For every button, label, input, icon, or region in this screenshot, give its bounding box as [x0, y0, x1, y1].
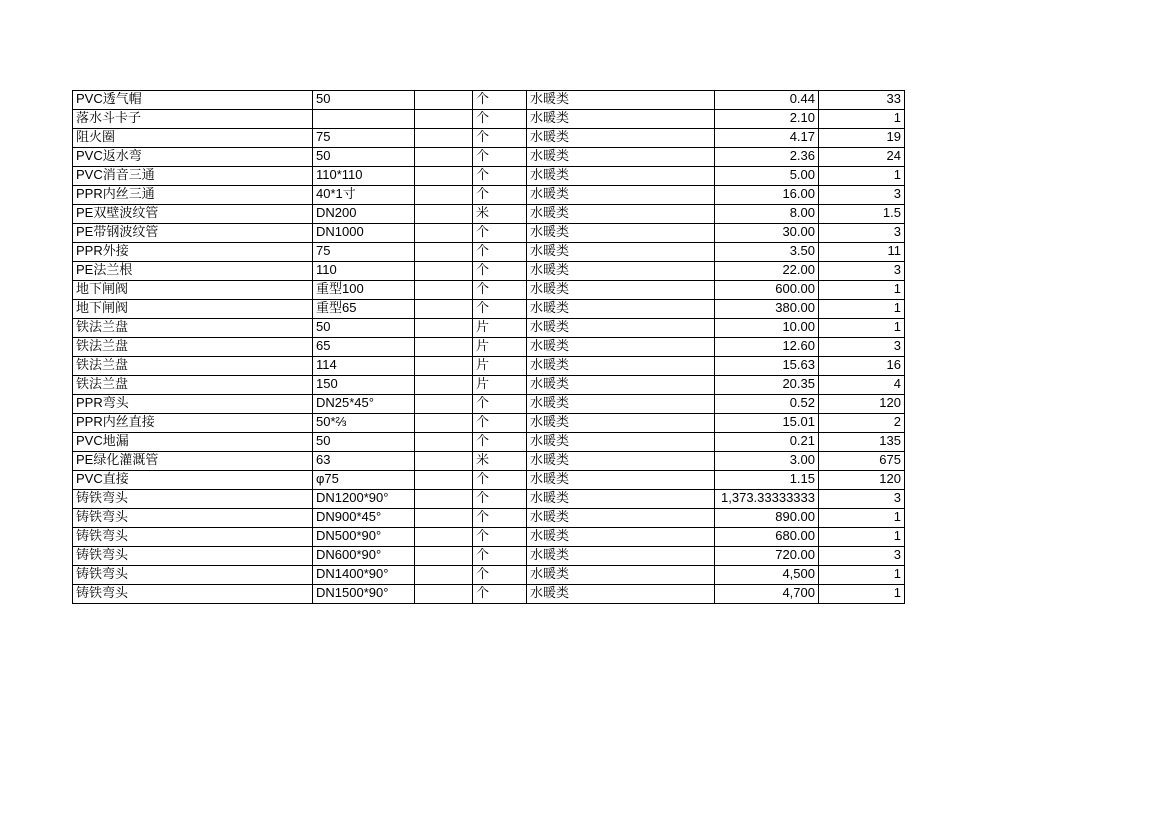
cell-blank[interactable] [415, 357, 473, 376]
cell-spec[interactable]: 110*110 [313, 167, 415, 186]
cell-price[interactable]: 2.10 [715, 110, 819, 129]
cell-spec[interactable]: φ75 [313, 471, 415, 490]
cell-price[interactable]: 30.00 [715, 224, 819, 243]
cell-unit[interactable]: 米 [473, 205, 527, 224]
cell-spec[interactable]: DN1400*90° [313, 566, 415, 585]
cell-spec[interactable]: 75 [313, 243, 415, 262]
table-row[interactable] [73, 509, 905, 528]
cell-category[interactable]: 水暖类 [527, 547, 715, 566]
table-row[interactable] [73, 433, 905, 452]
cell-blank[interactable] [415, 148, 473, 167]
table-row[interactable] [73, 528, 905, 547]
cell-blank[interactable] [415, 338, 473, 357]
cell-quantity[interactable]: 4 [819, 376, 905, 395]
table-row[interactable] [73, 452, 905, 471]
table-row[interactable] [73, 129, 905, 148]
cell-unit[interactable]: 个 [473, 566, 527, 585]
cell-spec[interactable]: DN25*45° [313, 395, 415, 414]
cell-category[interactable]: 水暖类 [527, 585, 715, 604]
cell-category[interactable]: 水暖类 [527, 471, 715, 490]
cell-spec[interactable]: 50 [313, 148, 415, 167]
table-row[interactable] [73, 471, 905, 490]
table-row[interactable] [73, 395, 905, 414]
cell-name[interactable]: 铁法兰盘 [73, 319, 313, 338]
cell-quantity[interactable]: 3 [819, 262, 905, 281]
cell-unit[interactable]: 个 [473, 110, 527, 129]
cell-category[interactable]: 水暖类 [527, 376, 715, 395]
cell-spec[interactable]: DN1200*90° [313, 490, 415, 509]
cell-unit[interactable]: 个 [473, 528, 527, 547]
cell-name[interactable]: 铸铁弯头 [73, 547, 313, 566]
cell-blank[interactable] [415, 281, 473, 300]
cell-quantity[interactable]: 135 [819, 433, 905, 452]
cell-category[interactable]: 水暖类 [527, 395, 715, 414]
cell-blank[interactable] [415, 224, 473, 243]
cell-unit[interactable]: 米 [473, 452, 527, 471]
cell-quantity[interactable]: 1 [819, 528, 905, 547]
cell-unit[interactable]: 个 [473, 433, 527, 452]
cell-spec[interactable]: DN500*90° [313, 528, 415, 547]
cell-spec[interactable]: 63 [313, 452, 415, 471]
cell-price[interactable]: 12.60 [715, 338, 819, 357]
table-row[interactable] [73, 224, 905, 243]
cell-quantity[interactable]: 1 [819, 585, 905, 604]
table-row[interactable] [73, 300, 905, 319]
cell-category[interactable]: 水暖类 [527, 433, 715, 452]
cell-quantity[interactable]: 2 [819, 414, 905, 433]
cell-name[interactable]: 铸铁弯头 [73, 509, 313, 528]
cell-blank[interactable] [415, 300, 473, 319]
cell-quantity[interactable]: 1 [819, 281, 905, 300]
cell-name[interactable]: 地下闸阀 [73, 300, 313, 319]
table-row[interactable] [73, 91, 905, 110]
cell-category[interactable]: 水暖类 [527, 243, 715, 262]
cell-name[interactable]: 铁法兰盘 [73, 376, 313, 395]
cell-quantity[interactable]: 3 [819, 224, 905, 243]
cell-price[interactable]: 1.15 [715, 471, 819, 490]
cell-price[interactable]: 8.00 [715, 205, 819, 224]
cell-unit[interactable]: 个 [473, 509, 527, 528]
cell-category[interactable]: 水暖类 [527, 129, 715, 148]
cell-spec[interactable]: 50 [313, 433, 415, 452]
cell-name[interactable]: PE带钢波纹管 [73, 224, 313, 243]
cell-unit[interactable]: 个 [473, 547, 527, 566]
cell-unit[interactable]: 个 [473, 490, 527, 509]
cell-spec[interactable]: 65 [313, 338, 415, 357]
cell-unit[interactable]: 个 [473, 471, 527, 490]
cell-price[interactable]: 4,700 [715, 585, 819, 604]
cell-unit[interactable]: 个 [473, 414, 527, 433]
cell-category[interactable]: 水暖类 [527, 528, 715, 547]
cell-unit[interactable]: 片 [473, 357, 527, 376]
cell-unit[interactable]: 片 [473, 338, 527, 357]
cell-unit[interactable]: 片 [473, 376, 527, 395]
cell-category[interactable]: 水暖类 [527, 281, 715, 300]
table-row[interactable] [73, 205, 905, 224]
cell-quantity[interactable]: 1 [819, 566, 905, 585]
cell-unit[interactable]: 个 [473, 186, 527, 205]
cell-quantity[interactable]: 16 [819, 357, 905, 376]
cell-name[interactable]: 落水斗卡子 [73, 110, 313, 129]
cell-blank[interactable] [415, 547, 473, 566]
cell-name[interactable]: 铁法兰盘 [73, 357, 313, 376]
cell-name[interactable]: PVC直接 [73, 471, 313, 490]
cell-quantity[interactable]: 3 [819, 490, 905, 509]
cell-name[interactable]: PVC返水弯 [73, 148, 313, 167]
cell-category[interactable]: 水暖类 [527, 452, 715, 471]
cell-quantity[interactable]: 1 [819, 300, 905, 319]
cell-category[interactable]: 水暖类 [527, 357, 715, 376]
cell-price[interactable]: 4,500 [715, 566, 819, 585]
cell-name[interactable]: 地下闸阀 [73, 281, 313, 300]
cell-blank[interactable] [415, 205, 473, 224]
cell-spec[interactable]: DN1500*90° [313, 585, 415, 604]
cell-name[interactable]: PPR内丝直接 [73, 414, 313, 433]
table-row[interactable] [73, 167, 905, 186]
cell-category[interactable]: 水暖类 [527, 262, 715, 281]
cell-blank[interactable] [415, 433, 473, 452]
cell-name[interactable]: 铸铁弯头 [73, 528, 313, 547]
table-row[interactable] [73, 566, 905, 585]
cell-blank[interactable] [415, 186, 473, 205]
cell-spec[interactable]: 重型100 [313, 281, 415, 300]
cell-name[interactable]: PVC透气帽 [73, 91, 313, 110]
cell-unit[interactable]: 个 [473, 167, 527, 186]
cell-blank[interactable] [415, 585, 473, 604]
cell-spec[interactable]: DN900*45° [313, 509, 415, 528]
cell-blank[interactable] [415, 110, 473, 129]
table-row[interactable] [73, 262, 905, 281]
cell-price[interactable]: 2.36 [715, 148, 819, 167]
table-row[interactable] [73, 281, 905, 300]
cell-category[interactable]: 水暖类 [527, 186, 715, 205]
table-row[interactable] [73, 319, 905, 338]
cell-category[interactable]: 水暖类 [527, 110, 715, 129]
cell-spec[interactable]: 40*1寸 [313, 186, 415, 205]
cell-blank[interactable] [415, 376, 473, 395]
cell-quantity[interactable]: 120 [819, 471, 905, 490]
cell-quantity[interactable]: 675 [819, 452, 905, 471]
cell-unit[interactable]: 片 [473, 319, 527, 338]
cell-name[interactable]: PE法兰根 [73, 262, 313, 281]
cell-category[interactable]: 水暖类 [527, 509, 715, 528]
cell-category[interactable]: 水暖类 [527, 224, 715, 243]
cell-price[interactable]: 4.17 [715, 129, 819, 148]
cell-quantity[interactable]: 3 [819, 547, 905, 566]
cell-name[interactable]: PVC地漏 [73, 433, 313, 452]
cell-name[interactable]: PVC消音三通 [73, 167, 313, 186]
cell-name[interactable]: PPR外接 [73, 243, 313, 262]
cell-category[interactable]: 水暖类 [527, 319, 715, 338]
cell-blank[interactable] [415, 129, 473, 148]
cell-blank[interactable] [415, 262, 473, 281]
cell-spec[interactable]: 150 [313, 376, 415, 395]
cell-unit[interactable]: 个 [473, 129, 527, 148]
cell-category[interactable]: 水暖类 [527, 414, 715, 433]
table-row[interactable] [73, 338, 905, 357]
cell-spec[interactable]: 110 [313, 262, 415, 281]
cell-blank[interactable] [415, 395, 473, 414]
cell-price[interactable]: 22.00 [715, 262, 819, 281]
cell-blank[interactable] [415, 452, 473, 471]
cell-blank[interactable] [415, 91, 473, 110]
table-row[interactable] [73, 414, 905, 433]
cell-name[interactable]: 铁法兰盘 [73, 338, 313, 357]
cell-quantity[interactable]: 33 [819, 91, 905, 110]
cell-quantity[interactable]: 1 [819, 319, 905, 338]
cell-price[interactable]: 600.00 [715, 281, 819, 300]
cell-category[interactable]: 水暖类 [527, 167, 715, 186]
cell-price[interactable]: 3.00 [715, 452, 819, 471]
cell-unit[interactable]: 个 [473, 300, 527, 319]
cell-price[interactable]: 680.00 [715, 528, 819, 547]
cell-category[interactable]: 水暖类 [527, 300, 715, 319]
cell-unit[interactable]: 个 [473, 395, 527, 414]
cell-spec[interactable]: DN1000 [313, 224, 415, 243]
cell-price[interactable]: 1,373.33333333 [715, 490, 819, 509]
table-row[interactable] [73, 110, 905, 129]
table-row[interactable] [73, 490, 905, 509]
cell-price[interactable]: 3.50 [715, 243, 819, 262]
cell-unit[interactable]: 个 [473, 224, 527, 243]
table-row[interactable] [73, 148, 905, 167]
cell-price[interactable]: 5.00 [715, 167, 819, 186]
cell-price[interactable]: 15.01 [715, 414, 819, 433]
cell-blank[interactable] [415, 528, 473, 547]
cell-spec[interactable]: 50*⅔ [313, 414, 415, 433]
cell-quantity[interactable]: 1 [819, 167, 905, 186]
cell-spec[interactable]: DN600*90° [313, 547, 415, 566]
cell-price[interactable]: 15.63 [715, 357, 819, 376]
table-body [73, 91, 905, 604]
cell-quantity[interactable]: 3 [819, 338, 905, 357]
cell-category[interactable]: 水暖类 [527, 91, 715, 110]
cell-blank[interactable] [415, 243, 473, 262]
cell-category[interactable]: 水暖类 [527, 338, 715, 357]
cell-name[interactable]: PE绿化灌溉管 [73, 452, 313, 471]
cell-price[interactable]: 720.00 [715, 547, 819, 566]
cell-price[interactable]: 10.00 [715, 319, 819, 338]
cell-price[interactable]: 16.00 [715, 186, 819, 205]
cell-category[interactable]: 水暖类 [527, 490, 715, 509]
cell-name[interactable]: 铸铁弯头 [73, 566, 313, 585]
table-row[interactable] [73, 585, 905, 604]
cell-quantity[interactable]: 3 [819, 186, 905, 205]
cell-name[interactable]: PPR内丝三通 [73, 186, 313, 205]
cell-price[interactable]: 0.52 [715, 395, 819, 414]
cell-quantity[interactable]: 1 [819, 509, 905, 528]
cell-blank[interactable] [415, 319, 473, 338]
cell-unit[interactable]: 个 [473, 281, 527, 300]
table-row[interactable] [73, 243, 905, 262]
table-row[interactable] [73, 376, 905, 395]
cell-blank[interactable] [415, 509, 473, 528]
cell-quantity[interactable]: 11 [819, 243, 905, 262]
cell-quantity[interactable]: 1 [819, 110, 905, 129]
cell-blank[interactable] [415, 414, 473, 433]
cell-unit[interactable]: 个 [473, 243, 527, 262]
cell-quantity[interactable]: 1.5 [819, 205, 905, 224]
cell-spec[interactable]: 75 [313, 129, 415, 148]
cell-unit[interactable]: 个 [473, 585, 527, 604]
table-row[interactable] [73, 357, 905, 376]
cell-spec[interactable]: 50 [313, 319, 415, 338]
spreadsheet-area [72, 90, 904, 604]
cell-spec[interactable]: 50 [313, 91, 415, 110]
cell-name[interactable]: PPR弯头 [73, 395, 313, 414]
cell-unit[interactable]: 个 [473, 91, 527, 110]
cell-spec[interactable]: DN200 [313, 205, 415, 224]
cell-price[interactable]: 20.35 [715, 376, 819, 395]
cell-blank[interactable] [415, 471, 473, 490]
cell-name[interactable]: 铸铁弯头 [73, 490, 313, 509]
cell-spec[interactable] [313, 110, 415, 129]
cell-unit[interactable]: 个 [473, 262, 527, 281]
cell-quantity[interactable]: 19 [819, 129, 905, 148]
cell-category[interactable]: 水暖类 [527, 148, 715, 167]
table-row[interactable] [73, 547, 905, 566]
cell-price[interactable]: 0.21 [715, 433, 819, 452]
cell-spec[interactable]: 114 [313, 357, 415, 376]
cell-price[interactable]: 0.44 [715, 91, 819, 110]
materials-table [72, 90, 905, 604]
cell-spec[interactable]: 重型65 [313, 300, 415, 319]
cell-category[interactable]: 水暖类 [527, 566, 715, 585]
cell-blank[interactable] [415, 490, 473, 509]
cell-name[interactable]: PE双壁波纹管 [73, 205, 313, 224]
cell-category[interactable]: 水暖类 [527, 205, 715, 224]
cell-quantity[interactable]: 24 [819, 148, 905, 167]
table-row[interactable] [73, 186, 905, 205]
cell-unit[interactable]: 个 [473, 148, 527, 167]
cell-quantity[interactable]: 120 [819, 395, 905, 414]
cell-blank[interactable] [415, 566, 473, 585]
cell-blank[interactable] [415, 167, 473, 186]
cell-name[interactable]: 铸铁弯头 [73, 585, 313, 604]
cell-price[interactable]: 890.00 [715, 509, 819, 528]
cell-name[interactable]: 阻火圈 [73, 129, 313, 148]
cell-price[interactable]: 380.00 [715, 300, 819, 319]
